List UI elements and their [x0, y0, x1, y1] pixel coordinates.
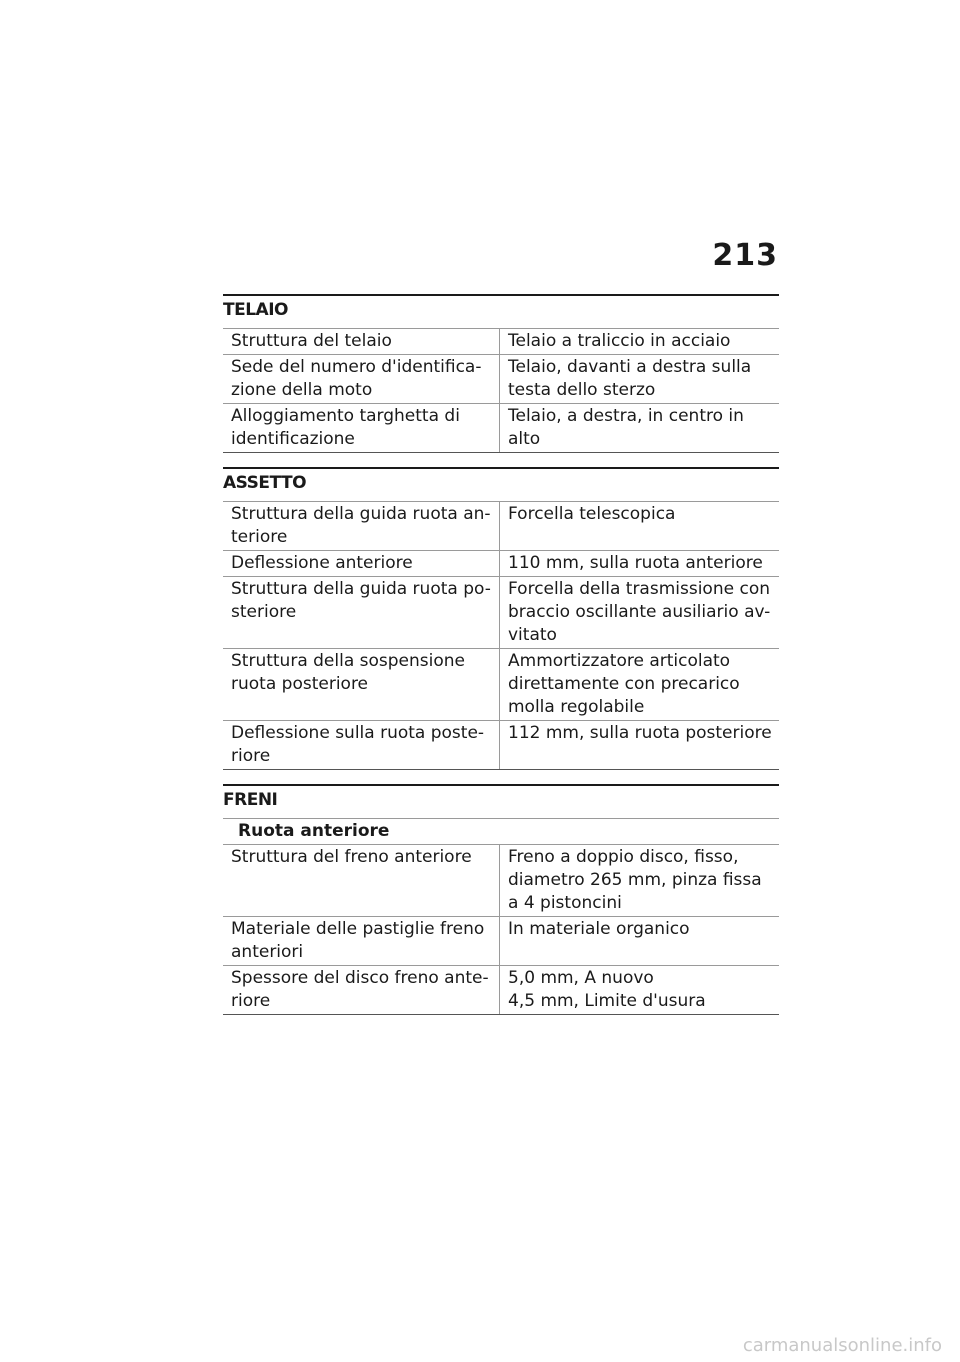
- row-label: [223, 404, 500, 452]
- row-value-line: diametro 265 mm, pinza fissa: [508, 870, 762, 890]
- row-value-line: direttamente con precarico: [508, 674, 740, 694]
- row-value: [500, 551, 779, 576]
- row-label-line: Materiale delle pastiglie freno: [231, 919, 485, 939]
- row-value: [500, 355, 779, 403]
- row-value-line: Telaio, davanti a destra sulla: [508, 357, 752, 377]
- table-row: [223, 501, 779, 550]
- row-value-line: Freno a doppio disco, fisso,: [508, 847, 739, 867]
- row-value: [500, 404, 779, 452]
- table-row: [223, 648, 779, 720]
- section-assetto: [223, 467, 779, 770]
- row-value-line: Forcella della trasmissione con: [508, 579, 770, 599]
- section-freni: [223, 784, 779, 1015]
- row-label-line: Struttura del freno anteriore: [231, 847, 472, 867]
- assetto-table: [223, 501, 779, 770]
- row-value: [500, 502, 779, 550]
- row-label: [223, 355, 500, 403]
- row-label: [223, 845, 500, 916]
- row-label-line: teriore: [231, 527, 288, 547]
- row-label-line: Deflessione anteriore: [231, 553, 413, 573]
- row-value-line: a 4 pistoncini: [508, 893, 622, 913]
- row-label-line: Struttura del telaio: [231, 331, 392, 351]
- row-label-line: Sede del numero d'identifica-: [231, 357, 482, 377]
- table-row: [223, 328, 779, 354]
- row-label-line: steriore: [231, 602, 297, 622]
- row-label-line: Struttura della guida ruota po-: [231, 579, 491, 599]
- table-row: [223, 550, 779, 576]
- row-label-line: Alloggiamento targhetta di: [231, 406, 460, 426]
- row-label-line: ruota posteriore: [231, 674, 369, 694]
- table-row: [223, 403, 779, 453]
- row-label-line: Deflessione sulla ruota poste-: [231, 723, 485, 743]
- row-value-line: 110 mm, sulla ruota anteriore: [508, 553, 763, 573]
- row-label-line: Struttura della sospensione: [231, 651, 466, 671]
- row-value: [500, 649, 779, 720]
- row-label: [223, 966, 500, 1014]
- table-row: [223, 965, 779, 1015]
- row-value-line: 5,0 mm, A nuovo: [508, 968, 654, 988]
- row-value: [500, 329, 779, 354]
- section-title-freni: FRENI: [223, 790, 278, 810]
- row-value: [500, 577, 779, 648]
- row-value-line: molla regolabile: [508, 697, 645, 717]
- row-label-line: Struttura della guida ruota an-: [231, 504, 491, 524]
- row-label-line: identificazione: [231, 429, 355, 449]
- row-label: [223, 917, 500, 965]
- row-label-line: anteriori: [231, 942, 304, 962]
- row-label: [223, 649, 500, 720]
- table-row: [223, 576, 779, 648]
- row-value-line: 4,5 mm, Limite d'usura: [508, 991, 706, 1011]
- table-row: [223, 844, 779, 916]
- table-row: [223, 916, 779, 965]
- row-label-line: riore: [231, 991, 271, 1011]
- row-value-line: alto: [508, 429, 541, 449]
- page-number: 213: [712, 238, 778, 273]
- row-value-line: Ammortizzatore articolato: [508, 651, 731, 671]
- freni-table: [223, 844, 779, 1015]
- row-label: [223, 502, 500, 550]
- section-telaio: [223, 294, 779, 453]
- row-value-line: testa dello sterzo: [508, 380, 656, 400]
- row-label-line: riore: [231, 746, 271, 766]
- row-label: [223, 577, 500, 648]
- table-row: [223, 720, 779, 770]
- row-label-line: zione della moto: [231, 380, 373, 400]
- table-row: [223, 354, 779, 403]
- row-value: [500, 917, 779, 965]
- row-value: [500, 845, 779, 916]
- row-label: [223, 329, 500, 354]
- row-value: [500, 966, 779, 1014]
- row-value-line: Telaio a traliccio in acciaio: [508, 331, 731, 351]
- row-value-line: braccio oscillante ausiliario av-: [508, 602, 771, 622]
- section-title-telaio: TELAIO: [223, 300, 288, 320]
- telaio-table: [223, 328, 779, 453]
- subheader-ruota-anteriore: Ruota anteriore: [223, 818, 779, 844]
- row-value: [500, 721, 779, 769]
- section-title-assetto: ASSETTO: [223, 473, 307, 493]
- row-value-line: vitato: [508, 625, 557, 645]
- row-label-line: Spessore del disco freno ante-: [231, 968, 489, 988]
- row-value-line: Forcella telescopica: [508, 504, 676, 524]
- row-label: [223, 551, 500, 576]
- row-label: [223, 721, 500, 769]
- row-value-line: Telaio, a destra, in centro in: [508, 406, 744, 426]
- row-value-line: In materiale organico: [508, 919, 690, 939]
- watermark: carmanualsonline.info: [742, 1335, 942, 1356]
- row-value-line: 112 mm, sulla ruota posteriore: [508, 723, 772, 743]
